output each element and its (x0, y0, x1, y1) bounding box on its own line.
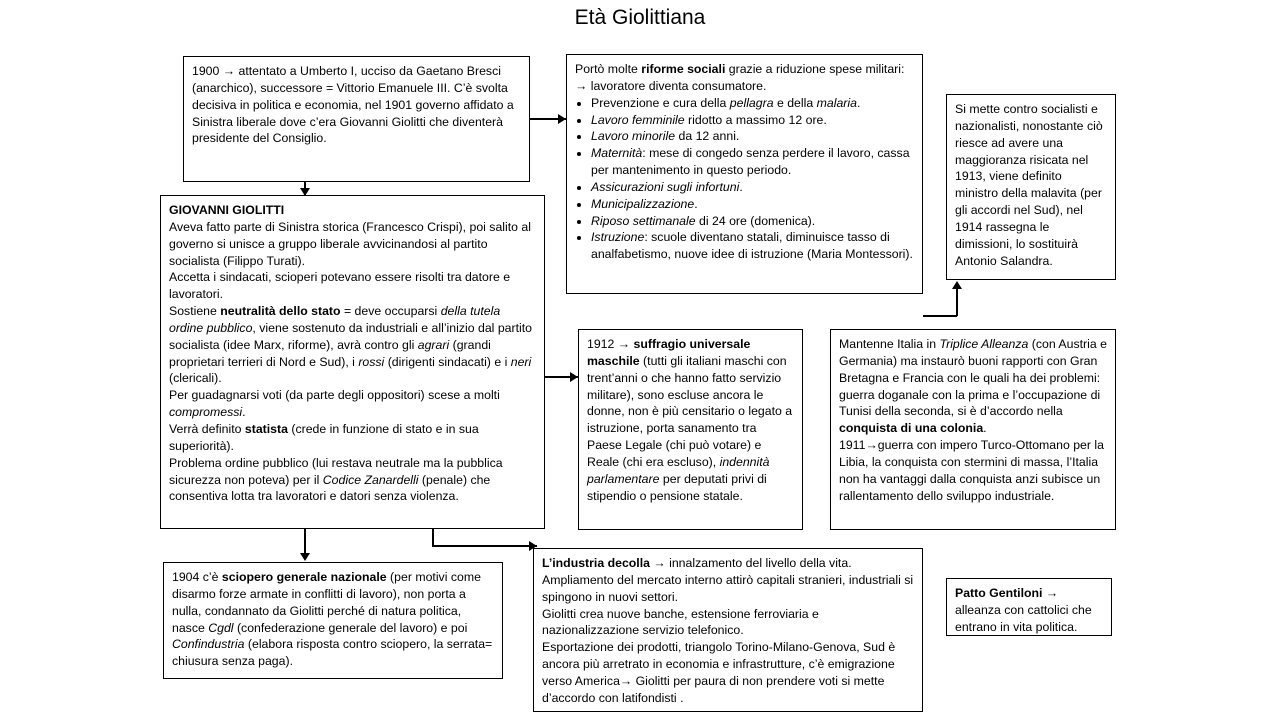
box-suffragio-universale (578, 329, 803, 530)
p3-c: = deve occuparsi (340, 304, 441, 319)
suffragio-a: 1912 → (587, 337, 634, 351)
triplice-p2: 1911→guerra con impero Turco-Ottomano per la Libia, la conquista con stermini di massa, l’Italia non ha vantaggi dalla conquista anzi subisce un rallentamento dello sviluppo industriale. (839, 438, 1104, 503)
list-item (591, 213, 914, 230)
triplice-b: Triplice Alleanza (939, 337, 1029, 351)
triplice-p1 (839, 336, 1107, 437)
box-sciopero-generale (163, 562, 503, 679)
giolitti-p2: Accetta i sindacati, scioperi potevano essere risolti tra datore e lavoratori. (169, 270, 511, 302)
p6-a: Problema ordine pubblico (lui restava neutrale ma la pubblica sicurezza non poteva) per il (169, 455, 503, 487)
bullet-text-mid: di 24 ore (domenica). (695, 213, 816, 228)
p6-c: (penale) che consentiva lotta tra lavoratori e datori senza violenza. (169, 472, 491, 504)
sciopero-a: 1904 c’è (172, 570, 222, 584)
p3-e: , viene sostenuto da industriali e all’inizio dal partito socialista (idee Marx, riforme), avrà contro gli (169, 320, 532, 352)
bullet-text-mid: ridotto a massimo 12 ore. (684, 112, 827, 127)
box-industria-decolla (533, 548, 923, 712)
connector-riforme-to-socialisti-v (956, 288, 958, 316)
industria-p3: Giolitti crea nuove banche, estensione ferroviaria e nazionalizzazione servizio telefonico. (542, 606, 819, 638)
box-riforme-sociali (566, 54, 923, 294)
list-item (591, 145, 914, 179)
bullet-text-mid: . (739, 179, 743, 194)
giolitti-p3 (169, 303, 536, 387)
industria-p4: Esportazione dei prodotti, triangolo Torino-Milano-Genova, Sud è ancora più arretrato in economia e infrastrutture, c’è emigrazione verso America→ Giolitti per paura di non prendere voti si mette d’accordo con latifondisti . (542, 640, 896, 705)
riforme-intro (575, 61, 914, 95)
bullet-italic: Assicurazioni sugli infortuni (591, 179, 740, 194)
gentiloni-b: → (1042, 586, 1059, 600)
p5-a: Verrà definito (169, 421, 245, 436)
industria-a: L’industria decolla (542, 556, 650, 570)
suffragio-e: per deputati privi di stipendio o pensione statale. (587, 471, 767, 503)
riforme-intro-after: grazie a riduzione spese militari: → lavoratore diventa consumatore. (575, 62, 905, 93)
gentiloni-p2: alleanza con cattolici che entrano in vita politica. (955, 602, 1092, 634)
sciopero-b: sciopero generale nazionale (221, 570, 387, 584)
connector-giolitti-to-industria-h (432, 545, 537, 547)
bullet-italic: pellagra (729, 95, 774, 110)
p5-b: statista (244, 421, 288, 436)
sciopero-f: Confindustria (172, 637, 245, 652)
p3-d: della tutela ordine pubblico (169, 304, 501, 335)
p3-k: (clericali). (169, 371, 222, 386)
p4-a: Per guadagnarsi voti (da parte degli oppositori) scese a molti (169, 388, 500, 403)
gentiloni-p1 (955, 585, 1103, 602)
list-item (591, 229, 914, 263)
bullet-text-mid: e della (773, 95, 817, 110)
list-item (591, 179, 914, 196)
riforme-intro-before: Portò molte (575, 62, 642, 76)
riforme-bullet-list (575, 95, 914, 263)
suffragio-text (587, 336, 794, 504)
industria-p1 (542, 555, 914, 572)
list-item (591, 128, 914, 145)
suffragio-d: indennità parlamentare (587, 454, 770, 486)
bullet-italic: Municipalizzazione (591, 196, 695, 211)
page-title: Età Giolittiana (574, 6, 706, 29)
industria-b: → innalzamento del livello della vita. (649, 556, 852, 570)
bullet-text: Prevenzione e cura della (591, 95, 730, 110)
giolitti-p6 (169, 455, 536, 506)
giolitti-p1: Aveva fatto parte di Sinistra storica (Francesco Crispi), poi salito al governo si unisce a gruppo liberale avvicinandosi al partito socialista (Filippo Turati). (169, 219, 531, 268)
list-item (591, 112, 914, 129)
p3-h: rossi (358, 354, 385, 369)
connector-giolitti-to-industria-v (432, 529, 434, 546)
gentiloni-a: Patto Gentiloni (955, 586, 1043, 600)
industria-p2: Ampliamento del mercato interno attirò capitali stranieri, industriali si spingono in nuovi settori. (542, 572, 914, 604)
giolitti-p4 (169, 387, 536, 421)
p3-a: Sostiene (169, 304, 221, 319)
p3-f: agrari (417, 337, 450, 352)
list-item (591, 95, 914, 112)
bullet-italic: Riposo settimanale (591, 213, 696, 228)
arrowhead-giolitti-to-sciopero (300, 553, 310, 561)
bullet-text-mid: da 12 anni. (675, 129, 740, 144)
arrowhead-giolitti-to-suffragio (570, 372, 578, 382)
sciopero-g: (elabora risposta contro sciopero, la serrata= chiusura senza paga). (172, 637, 493, 669)
box-attentato-umberto (183, 56, 530, 182)
bullet-italic2: malaria (816, 95, 857, 110)
bullet-italic: Istruzione (591, 230, 645, 245)
bullet-text-mid: : scuole diventano statali, diminuisce tasso di analfabetismo, nuove idee di istruzione (Maria Montessori). (591, 230, 913, 262)
bullet-text-end: . (856, 95, 861, 110)
triplice-d: conquista di una colonia (839, 421, 984, 436)
giolitti-heading (169, 202, 536, 219)
box-giovanni-giolitti (160, 195, 545, 529)
box-patto-gentiloni (946, 578, 1112, 636)
sciopero-c: (per motivi come disarmo forze armate in conflitti di lavoro), non porta a nulla, condannato da Giolitti perché di natura politica, nasce (172, 570, 481, 635)
bullet-text-mid: . (694, 196, 698, 211)
list-item (591, 196, 914, 213)
suffragio-c: (tutti gli italiani maschi con trent’anni o che hanno fatto servizio militare), sono escluse ancora le donne, non è più censitario o legato a istruzione, porta sanamento tra Paese Legale (chi può votare) e Reale (chi era escluso), (587, 353, 793, 469)
p4-c: . (242, 405, 246, 420)
p5-c: (crede in funzione di stato e in sua superiorità). (169, 421, 479, 453)
bullet-text-mid: : mese di congedo senza perdere il lavoro, cassa per mantenimento in questo periodo. (591, 146, 910, 178)
p3-g: (grandi proprietari terrieri di Nord e Sud), i (169, 337, 491, 369)
bullet-italic: Lavoro minorile (591, 129, 676, 144)
triplice-a: Mantenne Italia in (839, 337, 940, 351)
triplice-e: . (983, 421, 987, 436)
box-contro-socialisti (946, 94, 1116, 280)
giolitti-p5 (169, 421, 536, 455)
sciopero-e: (confederazione generale del lavoro) e poi (233, 620, 468, 635)
p3-i: (dirigenti sindacati) e i (384, 354, 511, 369)
sciopero-text (172, 569, 494, 670)
p3-j: neri (510, 354, 532, 369)
bullet-italic: Maternità (591, 146, 643, 161)
bullet-italic: Lavoro femminile (591, 112, 685, 127)
riforme-intro-bold: riforme sociali (641, 62, 726, 76)
p4-b: compromessi (169, 405, 243, 420)
connector-riforme-to-socialisti-h (923, 315, 957, 317)
triplice-c: (con Austria e Germania) ma instaurò buoni rapporti con Gran Bretagna e Francia con le quali ha dei problemi: guerra doganale con la prima e l’occupazione di Tunisi della seconda, si è d’accordo nella (839, 337, 1107, 419)
box-triplice-alleanza (830, 329, 1116, 530)
arrowhead-riforme-to-socialisti (952, 281, 962, 289)
p3-b: neutralità dello stato (220, 304, 341, 319)
suffragio-b: suffragio universale maschile (587, 337, 751, 368)
socialisti-text: Si mette contro socialisti e nazionalisti, nonostante ciò riesce ad avere una maggioranza risicata nel 1913, viene definito ministro della malavita (per gli accordi nel Sud), nel 1914 rassegna le dimissioni, lo sostituirà Antonio Salandra. (955, 102, 1103, 268)
p6-b: Codice Zanardelli (322, 472, 419, 487)
arrowhead-umberto-to-riforme (558, 114, 566, 124)
sciopero-d: Cgdl (208, 620, 234, 635)
giolitti-heading-text: GIOVANNI GIOLITTI (169, 203, 285, 217)
umberto-text: 1900 → attentato a Umberto I, ucciso da Gaetano Bresci (anarchico), successore = Vittorio Emanuele III. C’è svolta decisiva in politica e economia, nel 1901 governo affidato a Sinistra liberale dove c’era Giovanni Giolitti che diventerà presidente del Consiglio. (192, 64, 514, 146)
